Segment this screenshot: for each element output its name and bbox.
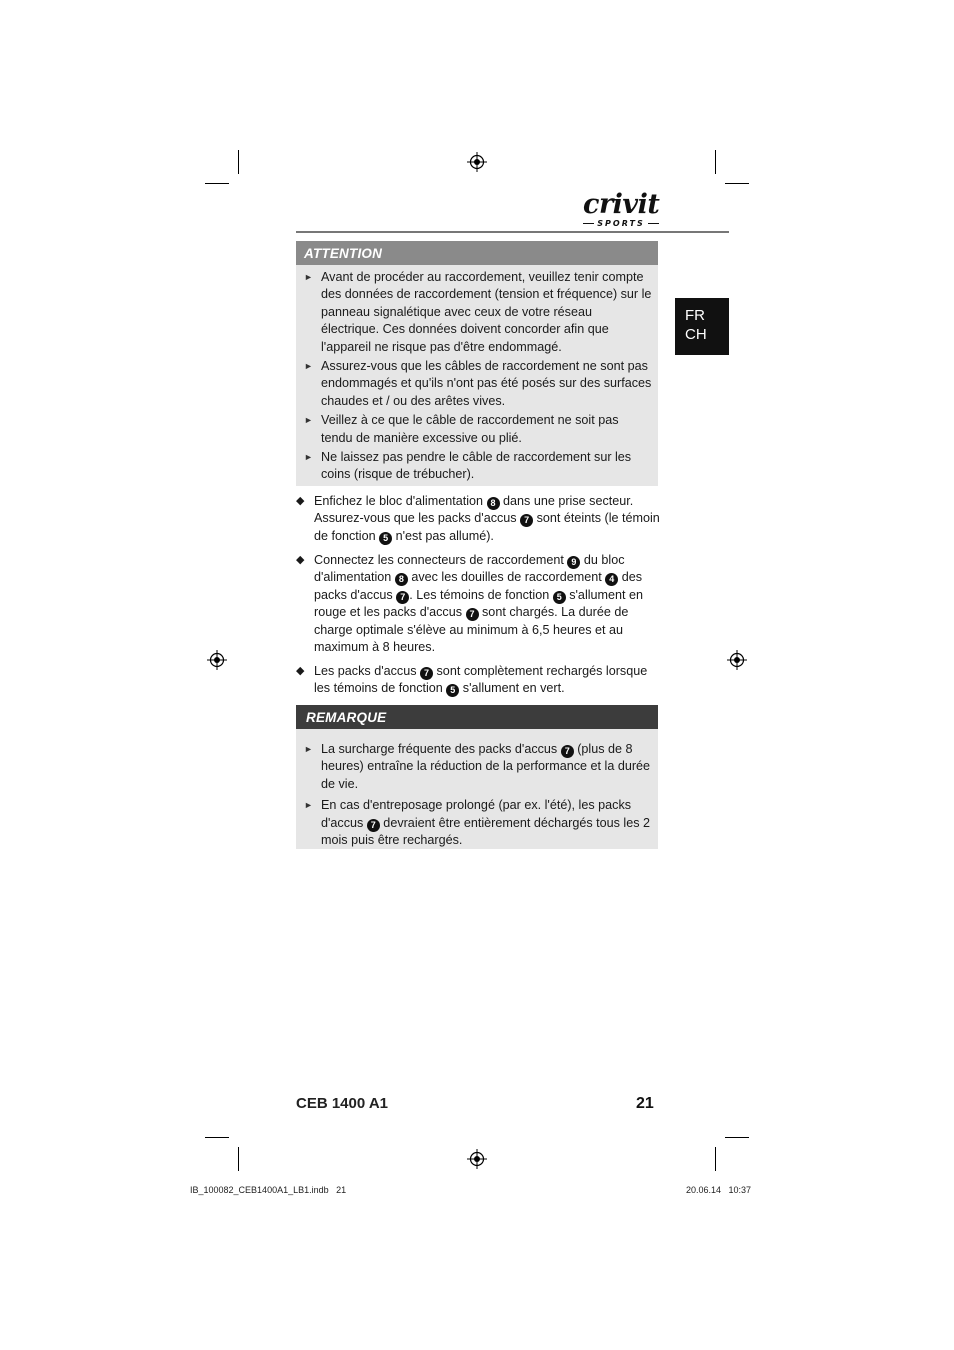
attention-item bbox=[296, 449, 652, 484]
remarque-box bbox=[296, 705, 658, 849]
crop-mark bbox=[238, 150, 239, 174]
crop-mark bbox=[725, 183, 749, 184]
arrow-bullet-icon: ► bbox=[304, 415, 313, 426]
crop-mark bbox=[725, 1137, 749, 1138]
crop-mark bbox=[205, 183, 229, 184]
attention-box bbox=[296, 241, 658, 486]
attention-item-text: Avant de procéder au raccordement, veuillez tenir compte des données de raccordement (tension et fréquence) sur le panneau signalétique avec ceux de votre réseau électrique. Ces données doivent concorder afin que l'appareil ne risque pas d'être endommagé. bbox=[321, 270, 652, 354]
registration-mark-icon bbox=[467, 1149, 487, 1169]
remarque-item bbox=[296, 797, 652, 849]
part-number-badge: 8 bbox=[395, 573, 408, 586]
language-tab bbox=[675, 298, 729, 355]
brand-logo bbox=[583, 191, 659, 228]
part-number-badge: 7 bbox=[520, 514, 533, 527]
attention-item-text: Assurez-vous que les câbles de raccordement ne sont pas endommagés et qu'ils n'ont pas été posés sur des surfaces chaudes et / ou des arêtes vives. bbox=[321, 359, 652, 408]
attention-heading: ATTENTION bbox=[296, 241, 658, 265]
part-number-badge: 7 bbox=[396, 591, 409, 604]
attention-item bbox=[296, 269, 652, 356]
crop-mark bbox=[238, 1147, 239, 1171]
arrow-bullet-icon: ► bbox=[304, 272, 313, 282]
remarque-item-text: La surcharge fréquente des packs d'accus 7 (plus de 8 heures) entraîne la réduction de la performance et la durée de vie. bbox=[321, 742, 651, 791]
header-rule bbox=[296, 231, 729, 233]
part-number-badge: 5 bbox=[446, 684, 459, 697]
arrow-bullet-icon: ► bbox=[304, 800, 313, 811]
step-item bbox=[296, 552, 661, 656]
crop-mark bbox=[205, 1137, 229, 1138]
print-slug-file: IB_100082_CEB1400A1_LB1.indb 21 bbox=[190, 1185, 347, 1195]
registration-mark-icon bbox=[467, 152, 487, 172]
step-text: Connectez les connecteurs de raccordement 9 du bloc d'alimentation 8 avec les douilles de raccordement 4 des packs d'accus 7 . Les témoins de fonction 5 s'allument en rouge et les packs d'accus 7 sont chargés. La durée de charge optimale s'élève au minimum à 6,5 heures et au maximum à 8 heures. bbox=[314, 553, 644, 655]
part-number-badge: 7 bbox=[420, 667, 433, 680]
step-item bbox=[296, 493, 661, 545]
part-number-badge: 5 bbox=[379, 532, 392, 545]
part-number-badge: 4 bbox=[605, 573, 618, 586]
logo-subline bbox=[583, 219, 659, 228]
diamond-bullet-icon: ◆ bbox=[296, 554, 305, 566]
diamond-bullet-icon: ◆ bbox=[296, 665, 305, 677]
attention-item bbox=[296, 358, 652, 410]
step-text: Enfichez le bloc d'alimentation 8 dans une prise secteur. Assurez-vous que les packs d'accus 7 sont éteints (le témoin de fonction 5 n'est pas allumé). bbox=[314, 494, 660, 543]
remarque-item-text: En cas d'entreposage prolongé (par ex. l'été), les packs d'accus 7 devraient être entièrement déchargés tous les 2 mois puis être rechargés. bbox=[321, 798, 651, 848]
arrow-bullet-icon: ► bbox=[304, 361, 313, 372]
arrow-bullet-icon: ► bbox=[304, 744, 313, 754]
remarque-item bbox=[296, 741, 652, 793]
language-code-fr: FR bbox=[685, 307, 705, 324]
logo-subtitle: SPORTS bbox=[597, 219, 645, 228]
arrow-bullet-icon: ► bbox=[304, 452, 313, 463]
registration-mark-icon bbox=[727, 650, 747, 670]
language-code-ch: CH bbox=[685, 326, 707, 343]
diamond-bullet-icon: ◆ bbox=[296, 495, 305, 507]
part-number-badge: 9 bbox=[567, 556, 580, 569]
page-number: 21 bbox=[636, 1095, 654, 1112]
attention-item-text: Veillez à ce que le câble de raccordement ne soit pas tendu de manière excessive ou plié. bbox=[321, 413, 619, 445]
part-number-badge: 7 bbox=[367, 819, 380, 832]
step-text: Les packs d'accus 7 sont complètement rechargés lorsque les témoins de fonction 5 s'allument en vert. bbox=[314, 664, 648, 696]
remarque-heading: REMARQUE bbox=[296, 705, 658, 729]
registration-mark-icon bbox=[207, 650, 227, 670]
crop-mark bbox=[715, 150, 716, 174]
part-number-badge: 7 bbox=[466, 608, 479, 621]
part-number-badge: 5 bbox=[553, 591, 566, 604]
part-number-badge: 8 bbox=[487, 497, 500, 510]
step-item bbox=[296, 663, 661, 698]
attention-item bbox=[296, 412, 652, 447]
footer-model-number: CEB 1400 A1 bbox=[296, 1095, 388, 1112]
crop-mark bbox=[715, 1147, 716, 1171]
part-number-badge: 7 bbox=[561, 745, 574, 758]
attention-item-text: Ne laissez pas pendre le câble de raccordement sur les coins (risque de trébucher). bbox=[321, 450, 632, 482]
print-slug-datetime: 20.06.14 10:37 bbox=[686, 1185, 752, 1195]
logo-wordmark: crivit bbox=[583, 189, 660, 220]
